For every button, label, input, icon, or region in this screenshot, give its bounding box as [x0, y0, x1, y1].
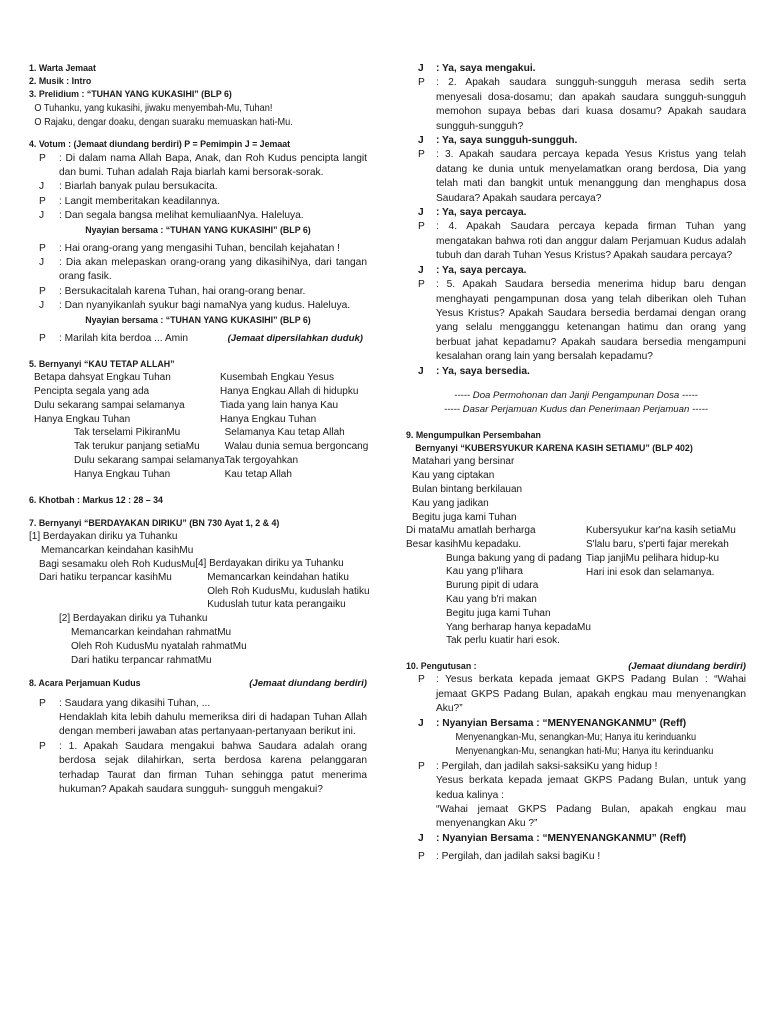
speaker-label: J: [39, 210, 45, 222]
lyric-line: [4] Berdayakan diriku ya Tuhanku: [195, 558, 344, 570]
lyric-line: Hanya Engkau Tuhan: [74, 468, 171, 480]
speaker-label: J: [39, 300, 45, 312]
votum-row: [29, 152, 367, 181]
lyric-line: Tak terukur panjang setiaMu: [74, 441, 200, 453]
speaker-label: J: [39, 257, 45, 269]
jemaat-row: J : Nyanyian Bersama : “MENYENANGKANMU” (Reff): [406, 717, 746, 731]
liturgy-text: : Dia akan melepaskan orang-orang yang dikasihiNya, dari tangan orang fasik.: [59, 257, 367, 283]
jemaat-song-2: : Nyanyian Bersama : “MENYENANGKANMU” (Reff): [436, 832, 687, 844]
section-persembahan: 9. Mengumpulkan Persembahan: [406, 429, 541, 441]
lyric-line: Begitu juga kami Tuhan: [412, 511, 517, 523]
left-column: [29, 62, 370, 798]
perjamuan-row: [29, 740, 367, 798]
liturgy-text: : 3. Apakah saudara percaya kepada Yesus Kristus yang telah datang ke dunia untuk menyelamatkan orang berdosa, Dia yang telah mati dan bangkit untuk menanggung dan menghapus dosa Saudara? Apakah saudara percaya?: [436, 149, 746, 204]
speaker-label: P: [418, 221, 425, 233]
perjamuan-list: [29, 697, 367, 798]
section-perjamuan-title: 8. Acara Perjamuan Kudus: [29, 678, 141, 690]
liturgy-text: : Bersukacitalah karena Tuhan, hai orang-orang benar.: [59, 285, 306, 297]
reff-line: Menyenangkan-Mu, senangkan hati-Mu; Hanya itu kerinduanku: [455, 746, 714, 758]
section-bernyanyi-7: 7. Bernyanyi “BERDAYAKAN DIRIKU” (BN 730 Ayat 1, 2 & 4): [29, 517, 280, 529]
confession-row: [406, 76, 746, 134]
lyric-line: Dulu sekarang sampai selamanya: [74, 455, 225, 467]
lyric-line: Kau yang jadikan: [412, 497, 489, 509]
pengutusan-list: [406, 673, 746, 716]
pemimpin-row-2: P : Pergilah, dan jadilah saksi bagiKu !: [406, 850, 746, 864]
lyric-line: Pencipta segala yang ada: [34, 386, 150, 398]
lyric-line: Bunga bakung yang di padang: [446, 552, 582, 564]
pengutusan-row: [406, 673, 746, 716]
votum-row: [29, 285, 367, 299]
votum-row: [29, 299, 367, 313]
song-kubersyukur: [406, 455, 746, 524]
lyric-line: Tak terselami PikiranMu: [74, 427, 181, 439]
lyric-line: Hanya Engkau Tuhan: [220, 413, 317, 425]
lyric-line: Yang berharap hanya kepadaMu: [446, 621, 591, 633]
jemaat-row-2: J : Nyanyian Bersama : “MENYENANGKANMU” (Reff): [406, 832, 746, 846]
lyric-line: Oleh Roh KudusMu, kuduslah hatiku: [207, 585, 370, 597]
lyric-line: Di mataMu amatlah berharga: [406, 525, 536, 537]
lyric-line: Begitu juga kami Tuhan: [446, 607, 551, 619]
lyric-line: Tak perlu kuatir hari esok.: [446, 635, 560, 647]
lyric-line: Tiada yang lain hanya Kau: [220, 399, 339, 411]
lyric-line: Burung pipit di udara: [446, 580, 539, 592]
votum-row: [29, 242, 367, 256]
speaker-label: J: [418, 135, 424, 147]
confession-row: [406, 278, 746, 364]
section-perjamuan-note: (Jemaat diundang berdiri): [249, 678, 367, 690]
song-berdayakan: [29, 530, 370, 612]
section-pengutusan-note: (Jemaat diundang berdiri): [628, 661, 746, 673]
lyric-line: S'lalu baru, s'perti fajar merekah: [586, 539, 729, 551]
section-khotbah: 6. Khotbah : Markus 12 : 28 – 34: [29, 494, 163, 506]
prelidium-line: O Tuhanku, yang kukasihi, jiwaku menyembah-Mu, Tuhan!: [34, 102, 273, 114]
lyric-line: Memancarkan keindahan hatiku: [207, 571, 349, 583]
votum-row: [29, 180, 367, 194]
lyric-line: [1] Berdayakan diriku ya Tuhanku: [29, 531, 178, 543]
lyric-line: Memancarkan keindahan kasihMu: [41, 544, 194, 556]
lyric-line: Bagi sesamaku oleh Roh KudusMu: [39, 558, 196, 570]
lyric-line: Kusembah Engkau Yesus: [220, 372, 334, 384]
confession-row: [406, 62, 746, 76]
nyanyian-bersama-1: Nyayian bersama : “TUHAN YANG KUKASIHI” (BLP 6): [85, 224, 311, 236]
speaker-label: P: [39, 242, 46, 254]
speaker-label: P: [39, 697, 46, 709]
liturgy-text: : Hai orang-orang yang mengasihi Tuhan, bencilah kejahatan !: [59, 242, 340, 254]
song-berdayakan-2: [29, 612, 367, 667]
liturgy-text: : Ya, saya mengakui.: [436, 63, 536, 74]
lyric-line: Kubersyukur kar'na kasih setiaMu: [586, 525, 736, 537]
section-pengutusan-title: 10. Pengutusan :: [406, 661, 477, 673]
section-pengutusan: [406, 660, 746, 673]
confession-list: [406, 62, 746, 379]
liturgy-text: : Ya, saya bersedia.: [436, 365, 530, 377]
lyric-line: Kau yang p'lihara: [446, 566, 523, 578]
section-perjamuan: [29, 677, 367, 690]
liturgy-text: : Dan segala bangsa melihat kemuliaanNya. Haleluya.: [59, 210, 304, 222]
lyric-line: Memancarkan keindahan rahmatMu: [71, 627, 232, 639]
liturgy-text: : Ya, saya sungguh-sungguh.: [436, 135, 578, 147]
lyric-line: Kau yang b'ri makan: [446, 593, 537, 605]
lyric-line: Dari hatiku terpancar rahmatMu: [71, 654, 212, 666]
perjamuan-row: [29, 697, 367, 740]
liturgy-text: : Di dalam nama Allah Bapa, Anak, dan Roh Kudus pencipta langit dan bumi. Tuhan adalah Raja biarlah kami bersorak-sorak.: [59, 152, 367, 179]
confession-row: [406, 148, 746, 206]
votum-row: [29, 209, 367, 223]
doa-row: [29, 332, 367, 346]
votum-row: [29, 195, 367, 209]
speaker-label: P: [418, 279, 425, 291]
speaker-label: P: [418, 149, 425, 161]
votum-list: [29, 152, 367, 224]
doa-text: : Marilah kita berdoa ... Amin: [59, 332, 189, 344]
lyric-line: Oleh Roh KudusMu nyatalah rahmatMu: [71, 640, 247, 652]
speaker-label: P: [39, 740, 46, 752]
confession-row: [406, 365, 746, 379]
liturgy-text: : Dan nyanyikanlah syukur bagi namaNya yang kudus. Haleluya.: [59, 300, 351, 312]
speaker-label: P: [39, 285, 46, 297]
song-kau-tetap-allah: [29, 371, 367, 426]
votum2-list: [29, 242, 367, 314]
speaker-label: P: [39, 332, 46, 344]
lyric-line: Matahari yang bersinar: [412, 456, 515, 468]
liturgy-text: : 2. Apakah saudara sungguh-sungguh merasa sedih serta menyesali dosa-dosamu; dan apakah saudara sungguh-sungguh memohon supaya bebas dari kuasa dosamu? Apakah saudara sungguh-sungguh?: [436, 77, 746, 132]
speaker-label: J: [418, 264, 424, 276]
speaker-label: J: [418, 63, 424, 74]
liturgy-text: : 1. Apakah Saudara mengakui bahwa Saudara adalah orang berdosa sejak dilahirkan, serta berdosa karena pelanggaran terhadap Taurat dan firman Tuhan sehingga patut menerima hukuman? Apakah saudara sungguh- sungguh mengakui?: [59, 740, 367, 796]
confession-row: [406, 220, 746, 263]
lyric-line: Hanya Engkau Tuhan: [34, 413, 131, 425]
confession-row: [406, 264, 746, 278]
song-kau-tetap-allah-2: [29, 426, 367, 481]
lyric-line: Dari hatiku terpancar kasihMu: [39, 572, 172, 584]
speaker-label: J: [418, 207, 424, 219]
lyric-line: Hari ini esok dan selamanya.: [586, 566, 715, 578]
speaker-label: P: [418, 674, 425, 686]
lyric-line: Betapa dahsyat Engkau Tuhan: [34, 372, 171, 384]
lyric-line: Besar kasihMu kepadaku.: [406, 539, 522, 551]
lyric-line: Kau tetap Allah: [224, 468, 292, 480]
lyric-line: Hanya Engkau Allah di hidupku: [220, 386, 359, 398]
lyric-line: [2] Berdayakan diriku ya Tuhanku: [59, 613, 208, 625]
liturgy-text: : Yesus berkata kepada jemaat GKPS Padang Bulan : “Wahai jemaat GKPS Padang Bulan, apakah engkau mau menyenangkan Aku?”: [436, 674, 746, 715]
lyric-line: Bulan bintang berkilauan: [412, 483, 523, 495]
liturgy-text: : 4. Apakah Saudara percaya kepada firman Tuhan yang mengatakan bahwa roti dan anggur dalam Perjamuan Kudus adalah tubuh dan darah Tuhan Yesus Kristus? Apakah saudara percaya?: [436, 221, 746, 262]
speaker-label: P: [39, 195, 46, 207]
nyanyian-bersama-2: Nyayian bersama : “TUHAN YANG KUKASIHI” (BLP 6): [85, 314, 311, 326]
liturgy-text: : Ya, saya percaya.: [436, 264, 527, 276]
pengutusan-final: : Pergilah, dan jadilah saksi bagiKu !: [436, 851, 601, 863]
lyric-line: Dulu sekarang sampai selamanya: [34, 399, 185, 411]
doa-permohonan: ----- Doa Permohonan dan Janji Pengampunan Dosa -----: [454, 389, 698, 401]
dasar-perjamuan: ----- Dasar Perjamuan Kudus dan Penerimaan Perjamuan -----: [444, 403, 708, 415]
lyric-line: Kuduslah tutur kata perangaiku: [207, 599, 346, 611]
section-votum: 4. Votum : (Jemaat diundang berdiri) P = Pemimpin J = Jemaat: [29, 139, 291, 151]
speaker-label: J: [418, 365, 424, 377]
section-warta: 1. Warta Jemaat: [29, 63, 96, 74]
lyric-line: Kau yang ciptakan: [412, 470, 495, 482]
section-prelidium: 3. Prelidium : “TUHAN YANG KUKASIHI” (BLP 6): [29, 89, 232, 101]
liturgy-text: : 5. Apakah Saudara bersedia menerima hidup baru dengan menghayati pengampunan dosa yang telah diberikan oleh Tuhan Yesus Kristus? Apakah Saudara bersedia berdamai dengan orang yang selalu mengganggu ketenangan hatimu dan orang yang berbuat jahat kepadamu? Apakah saudara bersedia mengampuni kesalahan orang lain yang bersalah kepadamu?: [436, 279, 746, 363]
speaker-label: P: [418, 77, 425, 89]
liturgy-text: : Biarlah banyak pulau bersukacita.: [59, 181, 218, 193]
speaker-label: P: [39, 152, 46, 164]
jemaat-song-1: : Nyanyian Bersama : “MENYENANGKANMU” (Reff): [436, 717, 687, 729]
prelidium-line: O Rajaku, dengar doaku, dengan suaraku memuaskan hati-Mu.: [34, 117, 293, 129]
lyric-line: Walau dunia semua bergoncang: [224, 441, 369, 453]
votum-row: [29, 256, 367, 285]
doa-note: (Jemaat dipersilahkan duduk): [227, 332, 363, 344]
speaker-label: J: [39, 181, 45, 193]
lyric-line: Tiap janjiMu pelihara hidup-ku: [586, 552, 720, 564]
right-column: [406, 62, 746, 865]
section-persembahan-song: Bernyanyi “KUBERSYUKUR KARENA KASIH SETIAMU” (BLP 402): [415, 443, 693, 455]
pemimpin-row: P : Pergilah, dan jadilah saksi-saksiKu yang hidup ! Yesus berkata kepada jemaat GKPS Padang Bulan, untuk yang kedua kalinya : “Wahai jemaat GKPS Padang Bulan, apakah engkau mau menyenangkan Aku ?”: [406, 760, 746, 832]
liturgy-text: : Ya, saya percaya.: [436, 207, 527, 219]
liturgy-text: : Langit memberitakan keadilannya.: [59, 195, 220, 207]
confession-row: [406, 134, 746, 148]
reff-line: Menyenangkan-Mu, senangkan-Mu; Hanya itu kerinduanku: [455, 731, 697, 743]
confession-row: [406, 206, 746, 220]
pengutusan-text: : Pergilah, dan jadilah saksi-saksiKu yang hidup ! Yesus berkata kepada jemaat GKPS Padang Bulan, untuk yang kedua kalinya : “Wahai jemaat GKPS Padang Bulan, apakah engkau mau menyenangkan Aku ?”: [436, 760, 746, 830]
section-bernyanyi-5: 5. Bernyanyi “KAU TETAP ALLAH”: [29, 359, 175, 371]
lyric-line: Selamanya Kau tetap Allah: [224, 427, 345, 439]
liturgy-text: : Saudara yang dikasihi Tuhan, ... Hendaklah kita lebih dahulu memeriksa diri di hadapan Tuhan Allah dengan memberi jawaban atas pertanyaan-pertanyaan berikut ini.: [59, 697, 367, 738]
section-musik: 2. Musik : Intro: [29, 76, 92, 88]
lyric-line: Tak tergoyahkan: [224, 455, 299, 467]
